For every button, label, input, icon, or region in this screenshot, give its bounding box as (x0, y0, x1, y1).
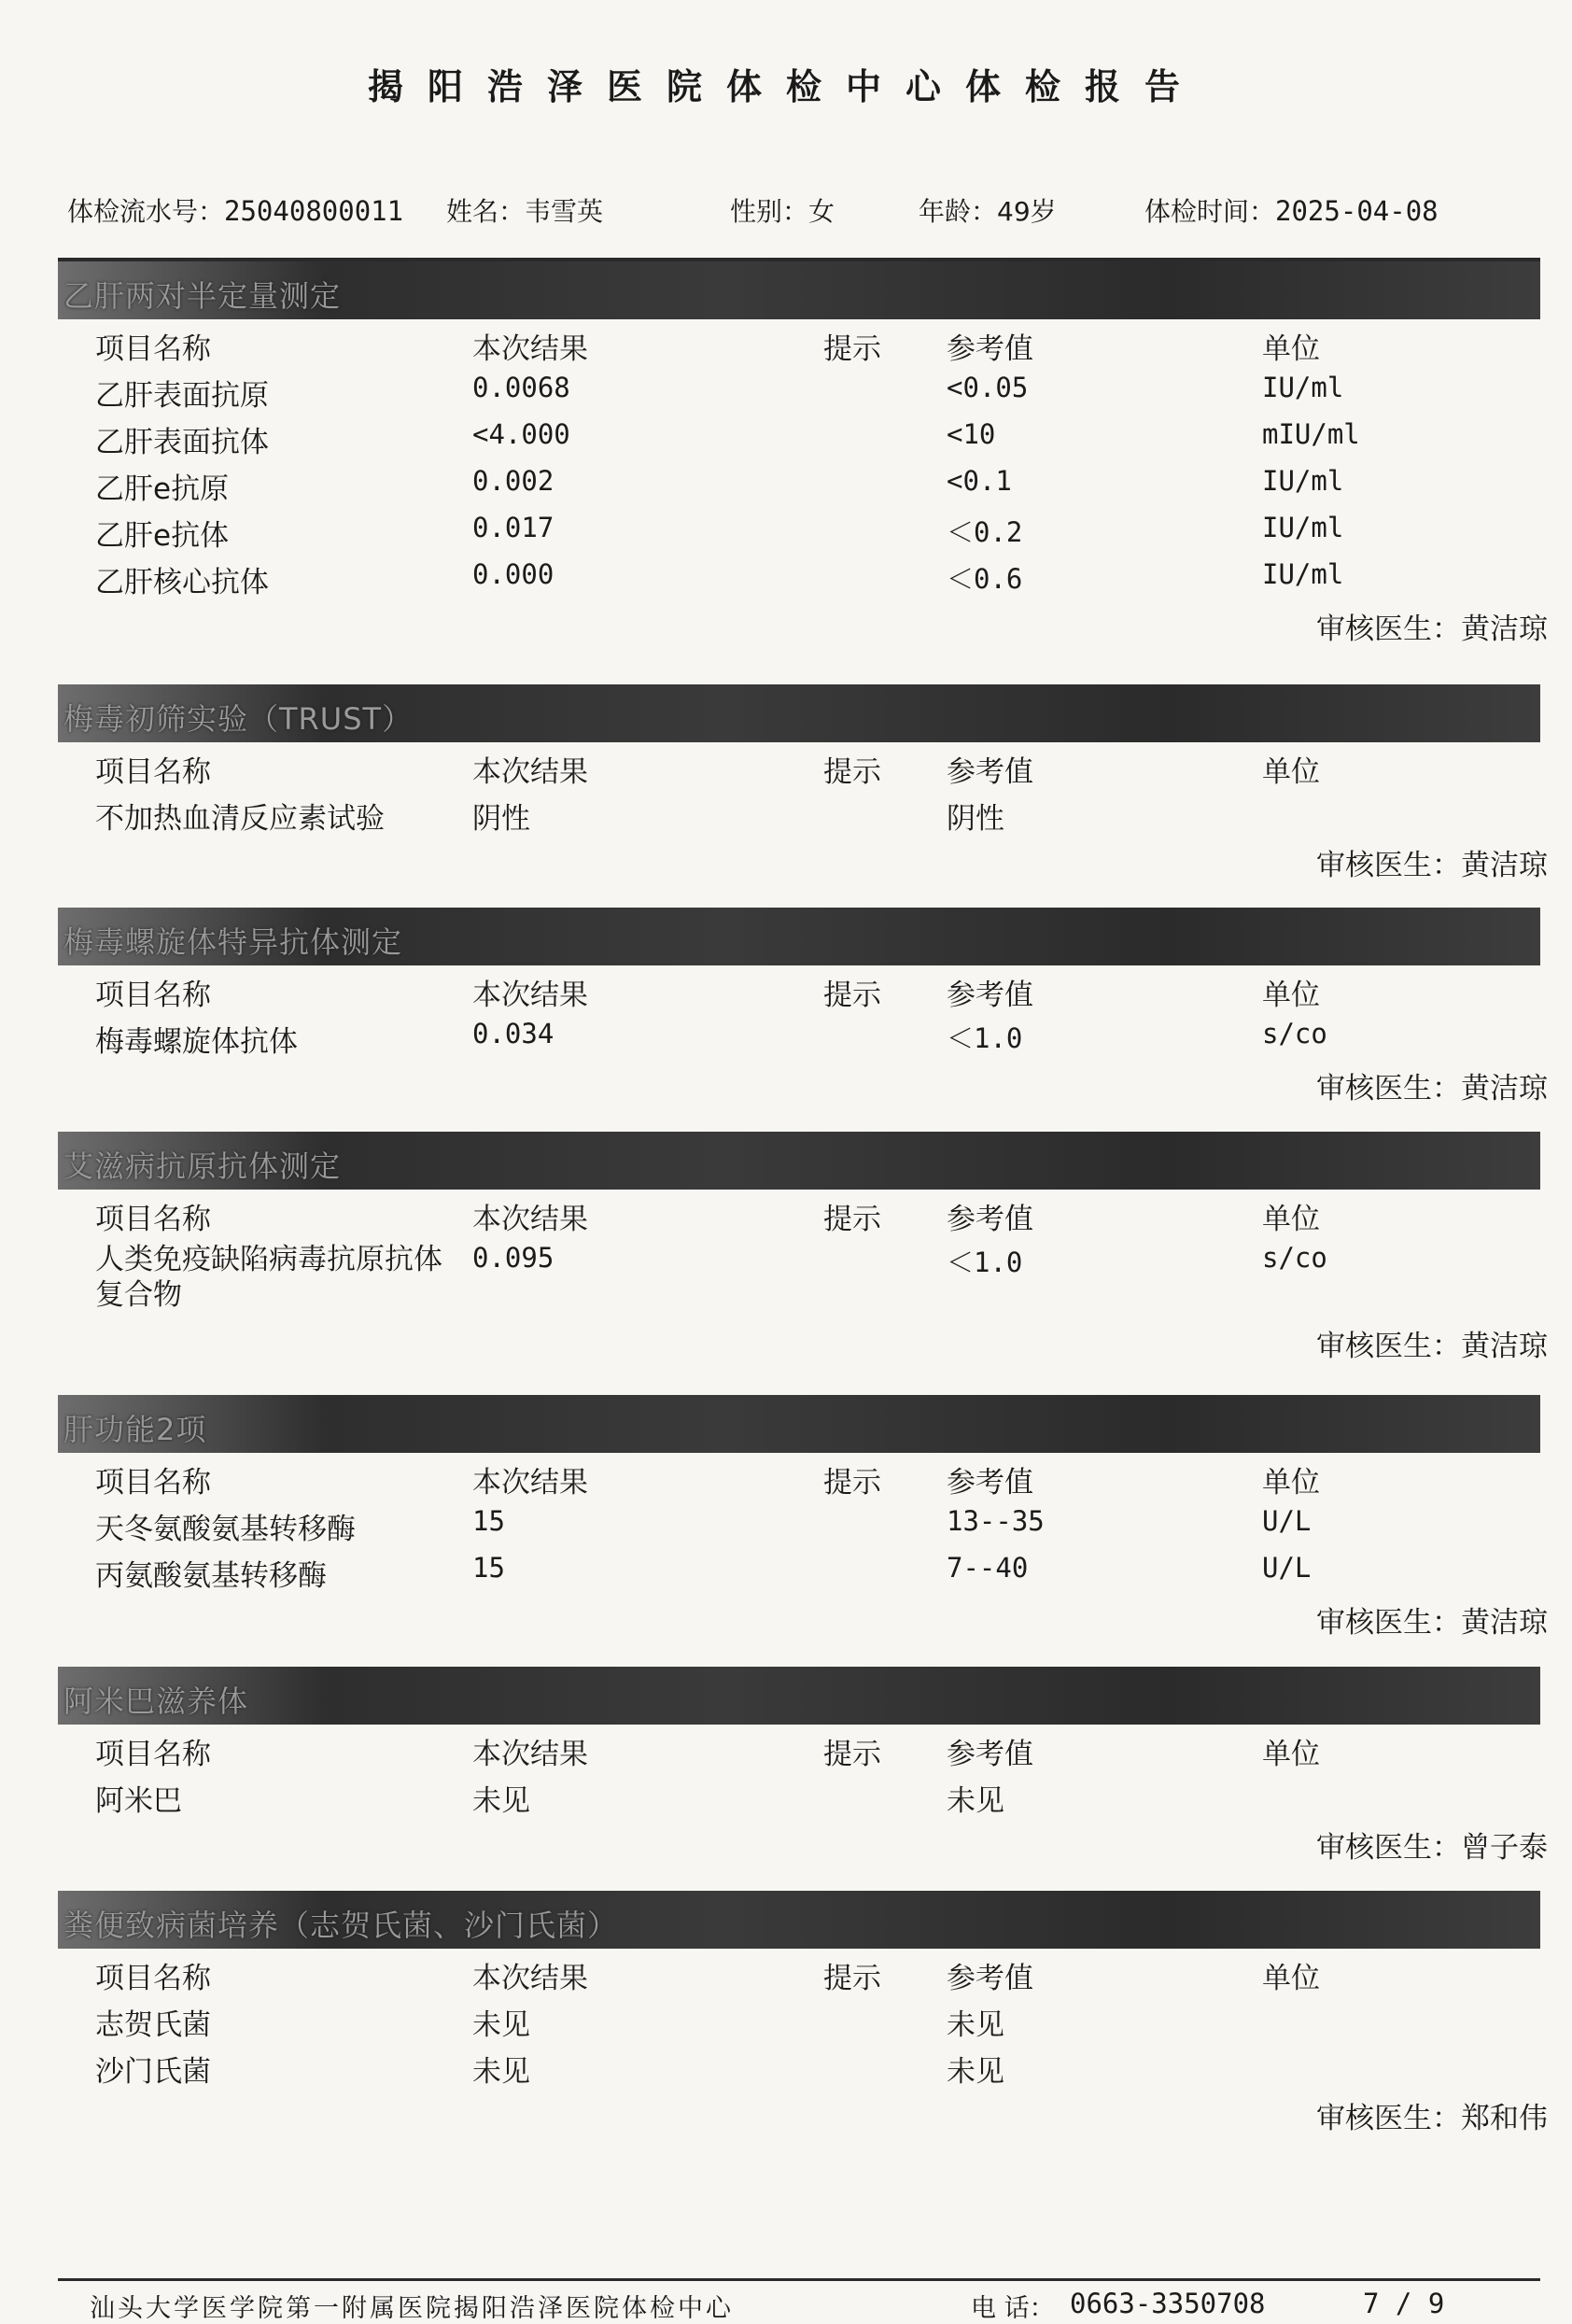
header-unit: 单位 (1262, 1203, 1320, 1236)
age-value: 49岁 (997, 196, 1057, 227)
header-hint: 提示 (823, 1203, 881, 1236)
page-footer (0, 2288, 1572, 2321)
header-result: 本次结果 (472, 332, 588, 366)
reviewer-label: 审核医生： (1316, 1831, 1461, 1865)
reviewer-label: 审核医生： (1316, 613, 1461, 646)
table-row (58, 459, 1540, 506)
cell-ref: ＜1.0 (947, 1022, 1023, 1054)
header-name: 项目名称 (95, 755, 211, 789)
cell-ref: ＜1.0 (947, 1247, 1023, 1278)
section-0 (58, 261, 1548, 646)
cell-name: 志贺氏菌 (95, 2008, 211, 2042)
reviewer-label: 审核医生： (1316, 1072, 1461, 1106)
footer-divider (58, 2278, 1540, 2281)
cell-result: 阴性 (472, 802, 530, 836)
section-band (58, 684, 1540, 742)
reviewer-label: 审核医生： (1316, 849, 1461, 882)
cell-ref: 13--35 (947, 1505, 1045, 1537)
header-name: 项目名称 (95, 332, 211, 366)
header-reference: 参考值 (947, 1962, 1033, 1995)
header-unit: 单位 (1262, 1466, 1320, 1500)
header-unit: 单位 (1262, 332, 1320, 366)
cell-result: 0.017 (472, 512, 554, 543)
cell-result: <4.000 (472, 418, 570, 450)
cell-ref: <10 (947, 418, 996, 450)
cell-result: 未见 (472, 1784, 530, 1818)
cell-ref: 未见 (947, 2055, 1004, 2089)
cell-ref: 未见 (947, 2008, 1004, 2042)
reviewer-line (58, 1593, 1548, 1640)
reviewer (1316, 1322, 1548, 1364)
table-row (58, 1546, 1540, 1593)
reviewer (1316, 1599, 1548, 1641)
reviewer-name: 曾子泰 (1461, 1831, 1548, 1865)
section-6 (58, 1891, 1548, 2135)
table-row (58, 366, 1540, 413)
cell-ref: <0.05 (947, 372, 1029, 403)
header-hint: 提示 (823, 332, 881, 366)
cell-result: 0.002 (472, 465, 554, 497)
cell-unit: U/L (1262, 1552, 1312, 1584)
gender-label: 性别： (730, 196, 809, 227)
cell-unit: U/L (1262, 1505, 1312, 1537)
reviewer-line (58, 1818, 1548, 1865)
reviewer-name: 郑和伟 (1461, 2102, 1548, 2135)
reviewer (1316, 605, 1548, 647)
header-reference: 参考值 (947, 979, 1033, 1012)
header-reference: 参考值 (947, 1738, 1033, 1771)
header-result: 本次结果 (472, 755, 588, 789)
cell-unit: IU/ml (1262, 558, 1344, 590)
section-4 (58, 1395, 1548, 1640)
section-2 (58, 908, 1548, 1106)
cell-name: 乙肝表面抗原 (95, 379, 269, 413)
header-reference: 参考值 (947, 1466, 1033, 1500)
reviewer-name: 黄洁琼 (1461, 849, 1548, 882)
cell-result: 0.034 (472, 1018, 554, 1049)
reviewer (1316, 2094, 1548, 2136)
footer-page-number: 7 / 9 (1363, 2288, 1445, 2319)
reviewer-name: 黄洁琼 (1461, 1330, 1548, 1363)
cell-name: 不加热血清反应素试验 (95, 802, 385, 836)
reviewer (1316, 1824, 1548, 1866)
header-name: 项目名称 (95, 1203, 211, 1236)
section-band (58, 1395, 1540, 1453)
reviewer-line (58, 599, 1548, 646)
name-value: 韦雪英 (525, 196, 604, 227)
table-row (58, 506, 1540, 553)
table-row (58, 789, 1540, 836)
reviewer-line (58, 836, 1548, 882)
section-band (58, 1891, 1540, 1949)
section-title: 肝功能2项 (63, 1412, 207, 1447)
section-title: 粪便致病菌培养（志贺氏菌、沙门氏菌） (63, 1908, 619, 1943)
table-header (58, 319, 1540, 366)
cell-unit: IU/ml (1262, 465, 1344, 497)
cell-name: 丙氨酸氨基转移酶 (95, 1559, 327, 1593)
section-title: 梅毒初筛实验（TRUST） (63, 701, 414, 737)
date-value: 2025-04-08 (1275, 195, 1439, 227)
header-hint: 提示 (823, 755, 881, 789)
cell-name: 人类免疫缺陷病毒抗原抗体复合物 (95, 1243, 442, 1312)
header-result: 本次结果 (472, 979, 588, 1012)
section-title: 艾滋病抗原抗体测定 (63, 1148, 342, 1184)
reviewer-label: 审核医生： (1316, 1606, 1461, 1640)
header-reference: 参考值 (947, 1203, 1033, 1236)
cell-name: 沙门氏菌 (95, 2055, 211, 2089)
section-band (58, 1132, 1540, 1190)
cell-ref: 阴性 (947, 802, 1004, 836)
section-title: 乙肝两对半定量测定 (63, 278, 342, 314)
reviewer (1316, 841, 1548, 883)
header-result: 本次结果 (472, 1738, 588, 1771)
footer-institution: 汕头大学医学院第一附属医院揭阳浩泽医院体检中心 (90, 2294, 734, 2323)
table-row (58, 1012, 1540, 1059)
gender-value: 女 (808, 196, 835, 227)
table-row (58, 1995, 1540, 2042)
cell-name: 乙肝核心抗体 (95, 566, 269, 599)
cell-unit: mIU/ml (1262, 418, 1360, 450)
reviewer-name: 黄洁琼 (1461, 613, 1548, 646)
reviewer-name: 黄洁琼 (1461, 1606, 1548, 1640)
table-header (58, 965, 1540, 1012)
date-field (1144, 191, 1439, 229)
reviewer-name: 黄洁琼 (1461, 1072, 1548, 1106)
cell-unit: IU/ml (1262, 372, 1344, 403)
footer-phone-label: 电 话： (971, 2294, 1055, 2323)
header-unit: 单位 (1262, 979, 1320, 1012)
footer-phone: 0663-3350708 (1070, 2288, 1266, 2319)
cell-name: 乙肝e抗原 (95, 472, 230, 506)
cell-result: 未见 (472, 2055, 530, 2089)
header-hint: 提示 (823, 979, 881, 1012)
cell-unit: s/co (1262, 1242, 1327, 1274)
age-label: 年龄： (919, 196, 998, 227)
section-5 (58, 1667, 1548, 1865)
header-reference: 参考值 (947, 332, 1033, 366)
reviewer-line (58, 2089, 1548, 2135)
name-field (446, 191, 603, 229)
cell-ref: <0.1 (947, 465, 1012, 497)
reviewer (1316, 1064, 1548, 1106)
table-header (58, 1190, 1540, 1236)
cell-name: 阿米巴 (95, 1784, 182, 1818)
cell-name: 乙肝e抗体 (95, 519, 230, 553)
header-name: 项目名称 (95, 1962, 211, 1995)
report-title: 揭阳浩泽医院体检中心体检报告 (367, 66, 1204, 107)
cell-ref: ＜0.2 (947, 516, 1023, 548)
serial-field (67, 191, 403, 229)
serial-value: 25040800011 (224, 195, 404, 227)
header-hint: 提示 (823, 1962, 881, 1995)
table-header (58, 1453, 1540, 1500)
section-1 (58, 684, 1548, 882)
section-title: 梅毒螺旋体特异抗体测定 (63, 924, 403, 960)
cell-ref: 7--40 (947, 1552, 1029, 1584)
cell-name: 梅毒螺旋体抗体 (95, 1025, 298, 1059)
section-band (58, 908, 1540, 965)
table-row (58, 553, 1540, 599)
section-title: 阿米巴滋养体 (63, 1683, 249, 1719)
header-result: 本次结果 (472, 1466, 588, 1500)
section-3 (58, 1132, 1548, 1363)
table-row (58, 2042, 1540, 2089)
patient-info (67, 191, 1523, 229)
cell-result: 0.000 (472, 558, 554, 590)
reviewer-line (58, 1059, 1548, 1106)
table-header (58, 742, 1540, 789)
cell-unit: IU/ml (1262, 512, 1344, 543)
table-row (58, 1500, 1540, 1546)
header-hint: 提示 (823, 1466, 881, 1500)
table-header (58, 1725, 1540, 1771)
header-unit: 单位 (1262, 1738, 1320, 1771)
cell-name: 天冬氨酸氨基转移酶 (95, 1513, 356, 1546)
header-name: 项目名称 (95, 1738, 211, 1771)
reviewer-label: 审核医生： (1316, 2102, 1461, 2135)
gender-field (730, 191, 835, 229)
header-result: 本次结果 (472, 1203, 588, 1236)
cell-ref: 未见 (947, 1784, 1004, 1818)
cell-ref: ＜0.6 (947, 563, 1023, 595)
name-label: 姓名： (446, 196, 526, 227)
cell-result: 15 (472, 1505, 505, 1537)
table-row (58, 413, 1540, 459)
cell-unit: s/co (1262, 1018, 1327, 1049)
header-result: 本次结果 (472, 1962, 588, 1995)
header-unit: 单位 (1262, 1962, 1320, 1995)
cell-result: 0.095 (472, 1242, 554, 1274)
table-row (58, 1236, 1540, 1317)
reviewer-line (58, 1317, 1548, 1363)
reviewer-label: 审核医生： (1316, 1330, 1461, 1363)
cell-result: 0.0068 (472, 372, 570, 403)
cell-name: 乙肝表面抗体 (95, 426, 269, 459)
header-unit: 单位 (1262, 755, 1320, 789)
header-name: 项目名称 (95, 979, 211, 1012)
table-row (58, 1771, 1540, 1818)
section-band (58, 1667, 1540, 1725)
header-name: 项目名称 (95, 1466, 211, 1500)
cell-result: 15 (472, 1552, 505, 1584)
table-header (58, 1949, 1540, 1995)
date-label: 体检时间： (1144, 196, 1276, 227)
serial-label: 体检流水号： (67, 196, 225, 227)
age-field (919, 191, 1057, 229)
header-hint: 提示 (823, 1738, 881, 1771)
header-reference: 参考值 (947, 755, 1033, 789)
section-band (58, 261, 1540, 319)
cell-result: 未见 (472, 2008, 530, 2042)
